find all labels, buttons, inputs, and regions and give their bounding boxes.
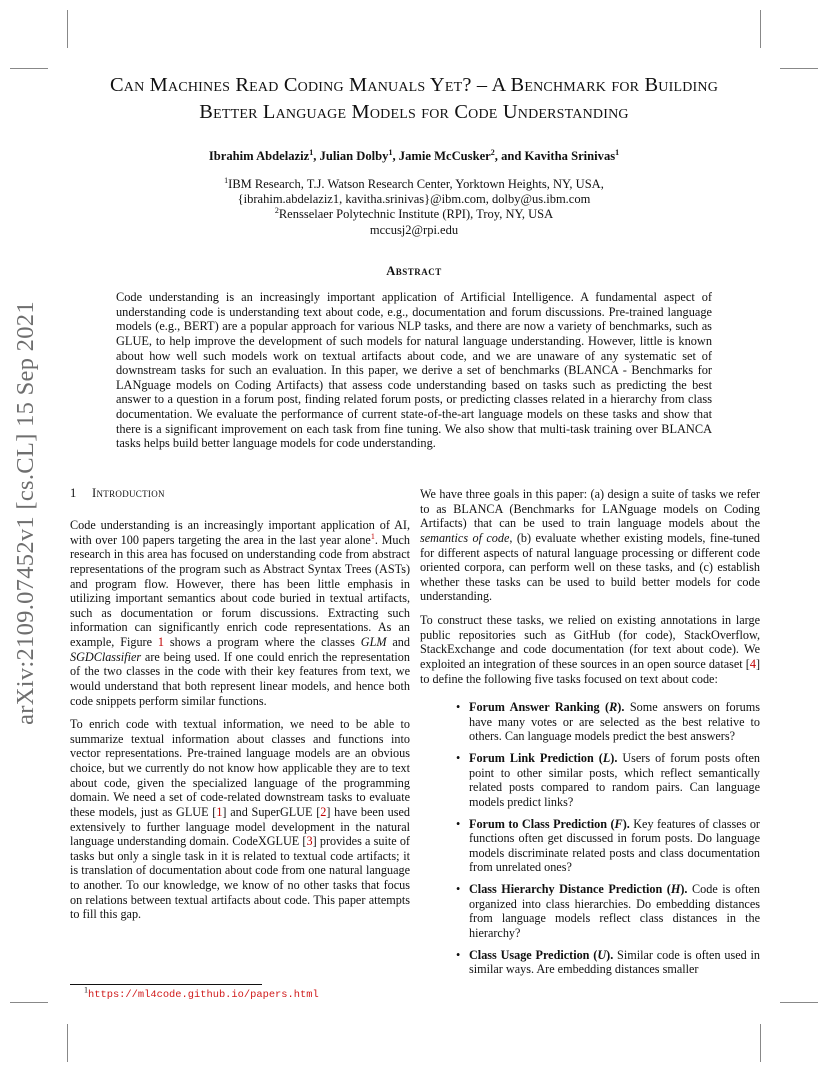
paragraph xyxy=(70,717,410,922)
task-description: Some answers on forums have many votes or are selected as the best relative to others. Can language models predict the best answers? xyxy=(469,700,761,744)
section-heading xyxy=(70,486,165,501)
footnote-marker: 1 xyxy=(84,985,88,995)
author-name: Ibrahim Abdelaziz xyxy=(208,149,310,163)
task-description: Users of forum posts often point to other similar posts, which reflect semantically related posts compared to random pairs. Can language models predict links? xyxy=(469,751,760,809)
affiliation-line xyxy=(60,207,768,222)
crop-mark xyxy=(10,1002,48,1003)
task-title: Class Hierarchy Distance Prediction ( xyxy=(469,882,671,896)
abstract-heading: Abstract xyxy=(386,264,442,278)
citation-link[interactable]: 4 xyxy=(749,656,756,671)
citation-link[interactable]: 3 xyxy=(306,834,313,849)
author-list: Ibrahim Abdelaziz$^1$, Julian Dolby$^1$, Jamie McCusker$^2$, and Kavitha Srinivas$^1$ xyxy=(208,147,620,163)
right-column xyxy=(420,487,760,984)
footnote-rule xyxy=(70,984,262,985)
footnote-url[interactable]: https://ml4code.github.io/papers.html xyxy=(88,989,319,1001)
task-code: L xyxy=(602,751,611,765)
task-code: R xyxy=(609,700,618,715)
task-title: Class Usage Prediction ( xyxy=(469,947,598,962)
left-column xyxy=(70,518,410,931)
affiliations xyxy=(60,177,768,238)
paragraph xyxy=(420,613,760,686)
affiliation-text: Rensselaer Polytechnic Institute (RPI), Troy, NY, USA xyxy=(278,207,554,222)
paragraph xyxy=(70,518,410,708)
author-affil-marker: 1 xyxy=(309,147,314,157)
arxiv-sidebar xyxy=(3,288,49,738)
text-run: are being used. If one could enrich the representation of the two classes in the code with their key features from text, we would understand that both represent linear models, and hence both code snippets perform similar functions. xyxy=(70,649,410,708)
citation-link[interactable]: 1 xyxy=(216,804,223,819)
crop-mark xyxy=(67,1024,68,1062)
text-run: ] provides a suite of tasks but only a single task in it is related to textual code artifacts; it is translation of documentation about code from one natural language to another. To our knowledge, we know of no other tasks that focus on relations between textual artifacts about code. This paper attempts to fill this gap. xyxy=(70,834,410,922)
task-title-end: ). xyxy=(606,947,614,962)
section-number: 1 xyxy=(70,486,77,500)
footnote xyxy=(84,985,319,1001)
arxiv-identifier: arXiv:2109.07452v1 [cs.CL] 15 Sep 2021 xyxy=(12,301,39,725)
paragraph xyxy=(420,487,760,604)
text-run: , (b) evaluate whether existing models, fine-tuned for different aspects of natural language processing or different code oriented corpora, can perform well on these tasks, and (c) establish whether these tasks can be used to build better models for code understanding. xyxy=(420,530,760,604)
affil-marker: 1 xyxy=(224,175,229,185)
abstract-text: Code understanding is an increasingly important application of Artificial Intelligence. A fundamental aspect of understanding code is understanding text about code, e.g., documentation and forum discussions. Pre-trained language models (e.g., BERT) are a popular approach for various NLP tasks, and there are now a variety of benchmarks, such as GLUE, to help improve the development of such models for natural language understanding. However, little is known about how well such models work on textual artifacts about code, and we are unaware of any systematic set of downstream tasks for such an evaluation. In this paper, we derive a set of benchmarks (BLANCA - Benchmarks for LANguage models on Coding Artifacts) that assess code understanding based on tasks such as predicting the best answer to a question in a forum post, finding related forum posts, or predicting classes related in a hierarchy from class documentation. We evaluate the performance of current state-of-the-art language models on these tasks and show that there is a significant improvement on each task from fine tuning. We also show that multi-task training over BLANCA tasks helps build better language models for code understanding. xyxy=(116,290,712,451)
task-item xyxy=(469,882,760,941)
text-run: We have three goals in this paper: (a) design a suite of tasks we refer to as BLANCA (Benchmarks for LANguage models on Coding Artifacts) that can be used to train language models about the xyxy=(420,487,760,531)
crop-mark xyxy=(780,1002,818,1003)
task-description: Code is often organized into class hierarchies. Do embedding distances from language models reflect class distances in the hierarchy? xyxy=(469,882,760,940)
task-title: Forum to Class Prediction ( xyxy=(469,816,615,831)
task-code: F xyxy=(614,816,623,831)
section-title: Introduction xyxy=(92,486,165,500)
emphasis: semantics of code xyxy=(420,530,510,545)
task-description: Similar code is often used in similar ways. Are embedding distances smaller xyxy=(469,947,760,977)
task-item xyxy=(469,700,760,744)
task-code: U xyxy=(597,947,607,962)
affiliation-text: IBM Research, T.J. Watson Research Center, Yorktown Heights, NY, USA, xyxy=(228,177,604,191)
text-run: ] to define the following five tasks focused on text about code: xyxy=(420,656,760,686)
task-title-end: ). xyxy=(610,751,618,765)
title-line-2: Better Language Models for Code Understanding xyxy=(199,101,629,123)
text-run: ] have been used extensively to further language model development in the natural language understanding domain. CodeXGLUE [ xyxy=(70,804,411,849)
crop-mark xyxy=(10,68,48,69)
class-name: GLM xyxy=(360,635,387,649)
crop-mark xyxy=(67,10,68,48)
task-title-end: ). xyxy=(680,882,688,896)
crop-mark xyxy=(760,10,761,48)
task-title: Forum Link Prediction ( xyxy=(469,751,603,765)
affil-marker: 2 xyxy=(274,206,279,216)
class-name: SGDClassifier xyxy=(70,649,142,664)
text-run: . Much research in this area has focused on understanding code from abstract representations of the program such as Abstract Syntax Trees (ASTs) and program flow. However, there has been little emphasis in utilizing important semantics about code buried in textual artifacts, such as documentation or forum discussions. Extracting such information can significantly enrich code representations. As an example, Figure xyxy=(70,532,411,649)
text-run: To enrich code with textual information, we need to be able to summarize textual information about classes and functions into vector representations. Pre-trained language models are an obvious choice, but we currently do not know how applicable they are to text about code, given the specialized language of the programming domain. We need a set of code-related downstream tasks to evaluate these models, just as GLUE [ xyxy=(70,717,410,819)
title-line-1: Can Machines Read Coding Manuals Yet? – A Benchmark for Building xyxy=(109,74,719,96)
text-run: Code understanding is an increasingly important application of AI, with over 100 papers targeting the area in the last year alone xyxy=(70,518,410,547)
task-title-end: ). xyxy=(617,700,625,715)
figure-link[interactable]: 1 xyxy=(157,635,164,649)
crop-mark xyxy=(760,1024,761,1062)
task-item xyxy=(469,751,760,810)
task-code: H xyxy=(670,882,681,896)
author-conjunction: and xyxy=(501,149,525,163)
author-affil-marker: 1 xyxy=(388,147,393,157)
author-name: Jamie McCusker xyxy=(398,149,491,163)
affiliation-emails: {ibrahim.abdelaziz1, kavitha.srinivas}@ibm.com, dolby@us.ibm.com xyxy=(237,192,591,207)
task-item xyxy=(469,817,760,876)
text-run: To construct these tasks, we relied on existing annotations in large public repositories such as GitHub (for code), StackOverflow, StackExchange and code documentation (for text about code). We exploited an integration of these sources in an open source dataset [ xyxy=(420,613,760,671)
task-title: Forum Answer Ranking ( xyxy=(469,700,610,715)
author-name: Kavitha Srinivas xyxy=(524,149,616,163)
citation-link[interactable]: 2 xyxy=(320,804,327,819)
author-name: Julian Dolby xyxy=(319,149,389,163)
text-run: shows a program where the classes xyxy=(164,635,361,649)
footnote-link[interactable]: 1 xyxy=(370,531,375,541)
author-affil-marker: 2 xyxy=(490,147,495,157)
task-title-end: ). xyxy=(622,816,630,831)
crop-mark xyxy=(780,68,818,69)
author-affil-marker: 1 xyxy=(615,147,620,157)
task-list xyxy=(420,700,760,977)
paper-title xyxy=(60,72,768,126)
text-run: and xyxy=(386,635,410,649)
affiliation-email: mccusj2@rpi.edu xyxy=(369,222,459,237)
text-run: ] and SuperGLUE [ xyxy=(222,804,321,819)
affiliation-line xyxy=(60,177,768,192)
task-description: Key features of classes or functions often get discussed in forum posts. Do language models discriminate related posts and class documentation from unrelated ones? xyxy=(469,816,760,875)
task-item xyxy=(469,948,760,977)
